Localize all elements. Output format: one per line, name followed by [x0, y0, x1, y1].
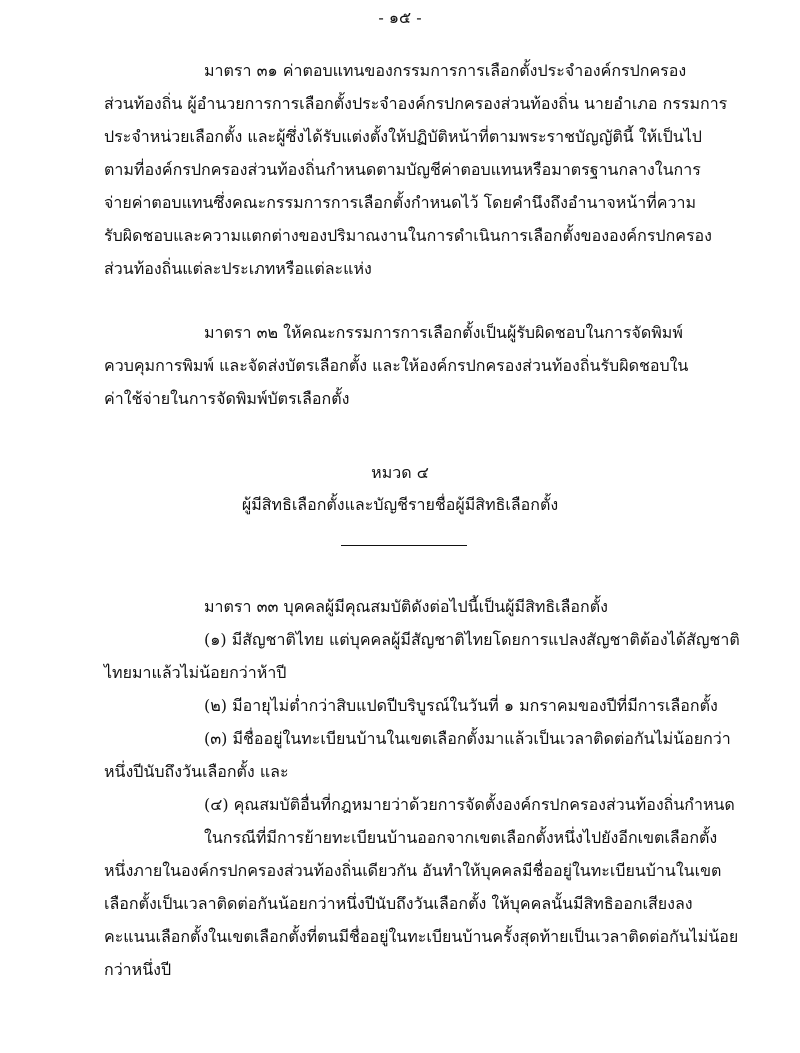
page-number: - ๑๕ - [378, 8, 422, 27]
section-31-line-1: มาตรา ๓๑ ค่าตอบแทนของกรรมการการเลือกตั้งประจำองค์กรปกครอง [204, 61, 687, 80]
section-31-line-6: รับผิดชอบและความแตกต่างของปริมาณงานในการดำเนินการเลือกตั้งขององค์กรปกครอง [104, 226, 712, 245]
section-33-line-12: กว่าหนึ่งปี [104, 960, 172, 979]
section-33-line-5: (๓) มีชื่ออยู่ในทะเบียนบ้านในเขตเลือกตั้งมาแล้วเป็นเวลาติดต่อกันไม่น้อยกว่า [204, 729, 731, 748]
chapter-divider [341, 545, 467, 546]
section-33-line-1: มาตรา ๓๓ บุคคลผู้มีคุณสมบัติดังต่อไปนี้เป็นผู้มีสิทธิเลือกตั้ง [204, 597, 608, 616]
section-33-line-10: เลือกตั้งเป็นเวลาติดต่อกันน้อยกว่าหนึ่งปีนับถึงวันเลือกตั้ง ให้บุคคลนั้นมีสิทธิออกเสียงลง [104, 894, 693, 913]
chapter-title: ผู้มีสิทธิเลือกตั้งและบัญชีรายชื่อผู้มีสิทธิเลือกตั้ง [241, 495, 559, 514]
section-31-line-4: ตามที่องค์กรปกครองส่วนท้องถิ่นกำหนดตามบัญชีค่าตอบแทนหรือมาตรฐานกลางในการ [104, 160, 701, 179]
section-32-line-1: มาตรา ๓๒ ให้คณะกรรมการการเลือกตั้งเป็นผู้รับผิดชอบในการจัดพิมพ์ [204, 323, 683, 342]
section-33-line-6: หนึ่งปีนับถึงวันเลือกตั้ง และ [104, 762, 289, 781]
chapter-number: หมวด ๔ [371, 463, 429, 482]
section-31-line-3: ประจำหน่วยเลือกตั้ง และผู้ซึ่งได้รับแต่งตั้งให้ปฏิบัติหน้าที่ตามพระราชบัญญัตินี้ ให้เป็นไป [104, 127, 702, 146]
section-31-line-5: จ่ายค่าตอบแทนซึ่งคณะกรรมการการเลือกตั้งกำหนดไว้ โดยคำนึงถึงอำนาจหน้าที่ความ [104, 193, 696, 212]
section-33-line-3: ไทยมาแล้วไม่น้อยกว่าห้าปี [104, 663, 287, 682]
section-33-line-11: คะแนนเลือกตั้งในเขตเลือกตั้งที่ตนมีชื่ออยู่ในทะเบียนบ้านครั้งสุดท้ายเป็นเวลาติดต่อกันไม่น้อย [104, 927, 739, 946]
section-33-line-9: หนึ่งภายในองค์กรปกครองส่วนท้องถิ่นเดียวกัน อันทำให้บุคคลมีชื่ออยู่ในทะเบียนบ้านในเขต [104, 861, 722, 880]
section-33-line-2: (๑) มีสัญชาติไทย แต่บุคคลผู้มีสัญชาติไทยโดยการแปลงสัญชาติต้องได้สัญชาติ [204, 630, 740, 649]
section-31-line-2: ส่วนท้องถิ่น ผู้อำนวยการการเลือกตั้งประจำองค์กรปกครองส่วนท้องถิ่น นายอำเภอ กรรมการ [104, 94, 728, 113]
section-33-line-4: (๒) มีอายุไม่ต่ำกว่าสิบแปดปีบริบูรณ์ในวันที่ ๑ มกราคมของปีที่มีการเลือกตั้ง [204, 696, 718, 715]
section-33-line-7: (๔) คุณสมบัติอื่นที่กฎหมายว่าด้วยการจัดตั้งองค์กรปกครองส่วนท้องถิ่นกำหนด [204, 795, 735, 814]
section-31-line-7: ส่วนท้องถิ่นแต่ละประเภทหรือแต่ละแห่ง [104, 259, 372, 278]
section-33-line-8: ในกรณีที่มีการย้ายทะเบียนบ้านออกจากเขตเลือกตั้งหนึ่งไปยังอีกเขตเลือกตั้ง [204, 828, 718, 847]
section-32-line-3: ค่าใช้จ่ายในการจัดพิมพ์บัตรเลือกตั้ง [104, 389, 350, 408]
section-32-line-2: ควบคุมการพิมพ์ และจัดส่งบัตรเลือกตั้ง และให้องค์กรปกครองส่วนท้องถิ่นรับผิดชอบใน [104, 356, 689, 375]
